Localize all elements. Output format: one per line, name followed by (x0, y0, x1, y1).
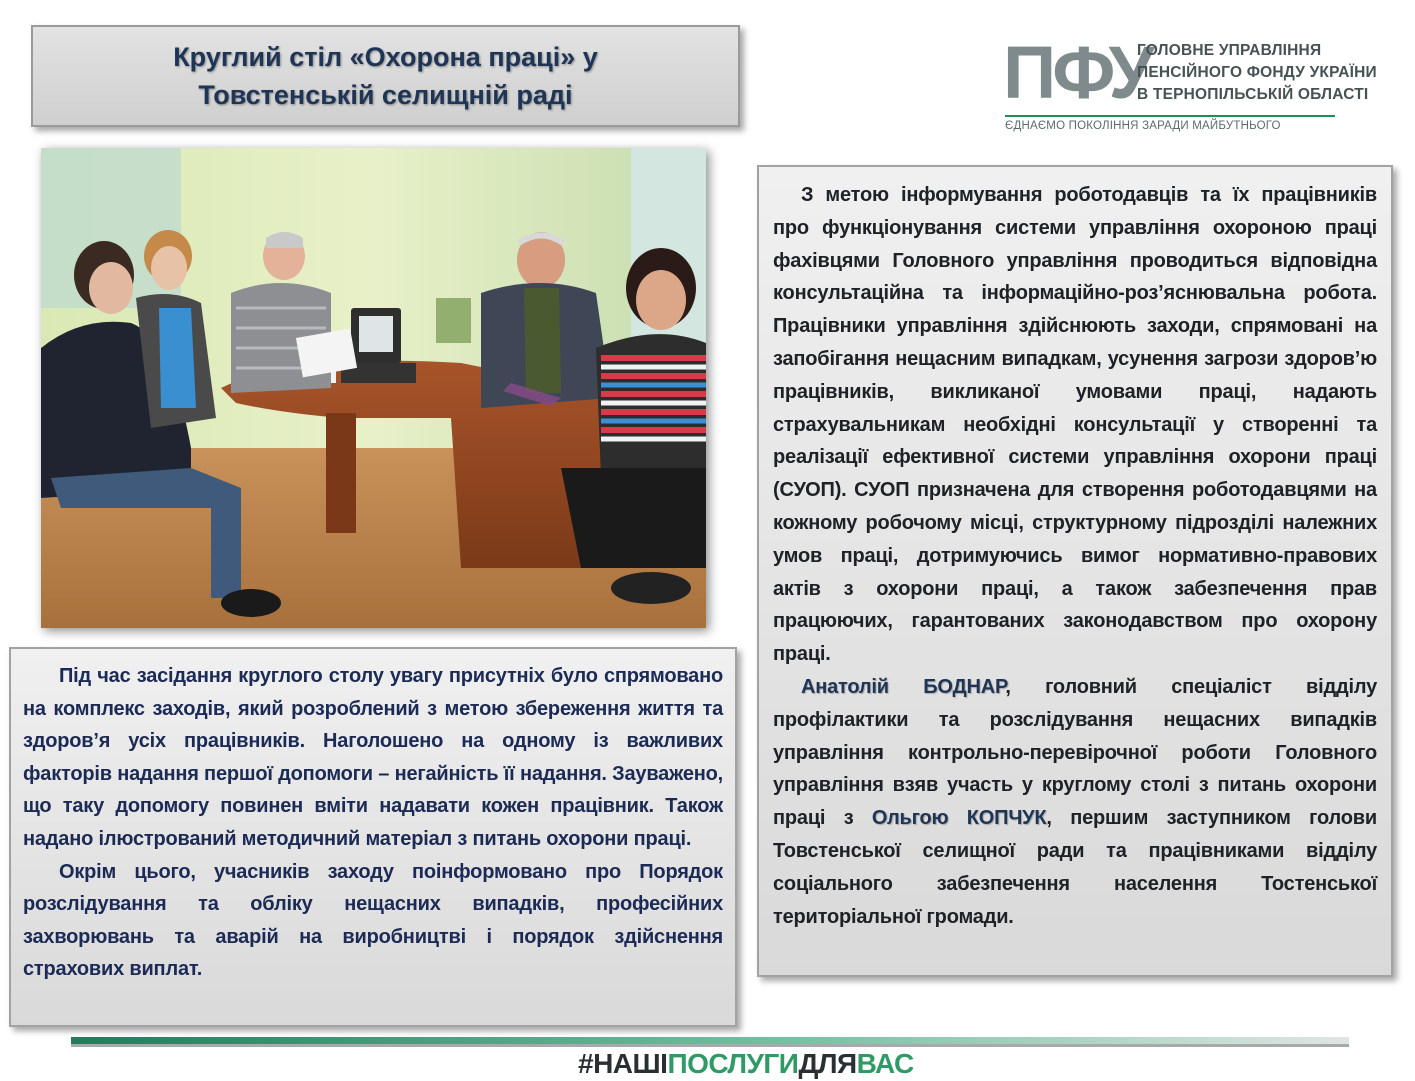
title-line-2: Товстенській селищній раді (198, 80, 573, 110)
logo-mark: ПФУ (1003, 31, 1151, 114)
logo-slogan: ЄДНАЄМО ПОКОЛІННЯ ЗАРАДИ МАЙБУТНЬОГО (1005, 120, 1281, 132)
page-title (173, 38, 598, 114)
person-name-kopchuk: Ольгою КОПЧУК (871, 807, 1047, 830)
left-paragraph-1: Під час засідання круглого столу увагу присутніх було спрямовано на комплекс заходів, який розроблений з метою збереження життя та здоров’я усіх працівників. Наголошено на одному із важливих факторів надання першої допомоги – негайність її надання. Зауважено, що таку допомогу повинен вміти надавати кожен працівник. Також надано ілюстрований методичний матеріал з питань охорони праці. (23, 665, 723, 850)
logo-line-1: ГОЛОВНЕ УПРАВЛІННЯ (1137, 42, 1322, 59)
right-paragraph-2-text-1: , головний спеціаліст відділу профілактики та розслідування нещасних випадків управління контрольно-перевірочної роботи Головного управління взяв участь у круглому столі з питань охорони праці з (773, 675, 1377, 830)
right-paragraph-2-text-2: , першим заступником голови Товстенської селищної ради та працівниками відділу соціального забезпечення населення Тостенської територіальної громади. (773, 807, 1377, 928)
logo-line-2: ПЕНСІЙНОГО ФОНДУ УКРАЇНИ (1137, 64, 1377, 81)
right-paragraph-1: З метою інформування роботодавців та їх працівників про функціонування системи управління охороною праці фахівцями Головного управління проводиться відповідна консультаційна та інформаційно-роз’яснювальна робота. Працівники управління здійснюють заходи, спрямовані на запобігання нещасним випадкам, усунення загрози здоров’ю працівників, викликаної умовами праці, надають страхувальникам необхідні консультації у створенні та реалізації ефективної системи управління охорони праці (СУОП). СУОП призначена для створення роботодавцями на кожному робочому місці, структурному підрозділі належних умов праці, дотримуючись вимог нормативно-правових актів з охорони праці, а також забезпечення прав працюючих, гарантованих законодавством про охорону праці. (773, 184, 1377, 666)
right-text-box (757, 165, 1393, 977)
person-name-bodnar: Анатолій БОДНАР (801, 675, 1006, 698)
pfu-logo (1003, 31, 1383, 136)
right-paragraph-2 (773, 671, 1377, 933)
logo-divider (1005, 115, 1335, 117)
logo-text (1137, 40, 1377, 106)
logo-line-3: В ТЕРНОПІЛЬСЬКІЙ ОБЛАСТІ (1137, 86, 1369, 103)
hashtag-part-2: ПОСЛУГИ (667, 1048, 799, 1079)
footer-hashtag (578, 1047, 914, 1081)
hashtag-part-1: #НАШІ (578, 1048, 668, 1079)
left-paragraph-2: Окрім цього, учасників заходу поінформовано про Порядок розслідування та обліку нещасних випадків, професійних захворювань та аварій на виробництві і порядок здійснення страхових виплат. (23, 860, 723, 981)
left-text-box (9, 647, 737, 1027)
hashtag-part-3: ДЛЯ (798, 1048, 857, 1079)
title-box (31, 25, 740, 127)
hashtag-part-4: ВАС (856, 1048, 914, 1079)
meeting-photo (41, 148, 706, 628)
footer-divider (71, 1037, 1349, 1047)
title-line-1: Круглий стіл «Охорона праці» у (173, 42, 598, 72)
